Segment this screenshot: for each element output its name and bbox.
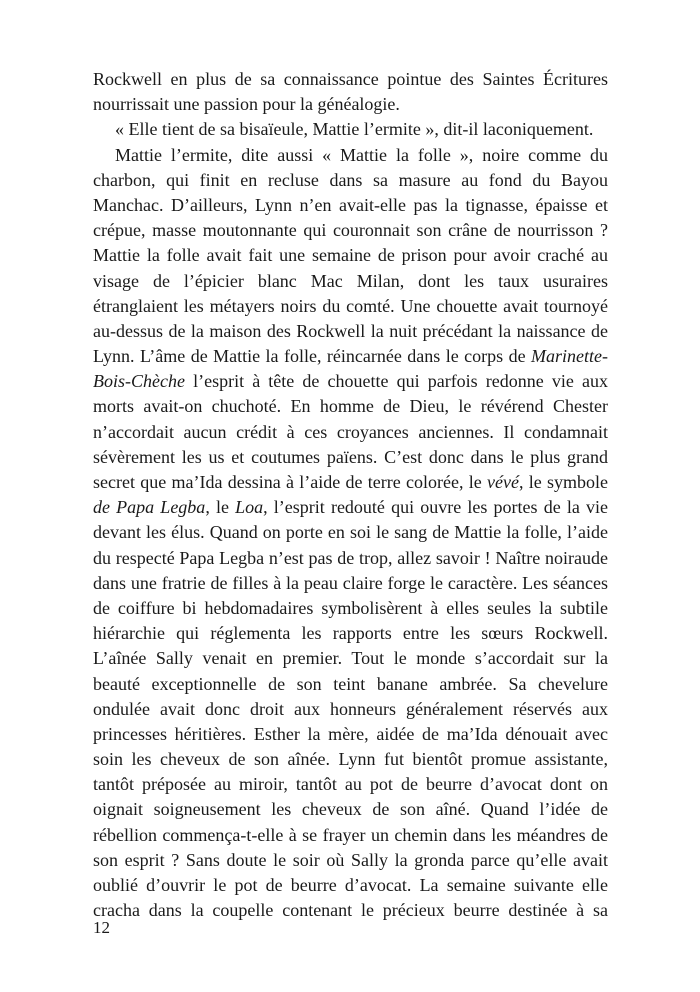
text-line	[93, 243, 608, 268]
text-segment: visage de l’épicier blanc Mac Milan, dont les taux usuraires	[93, 270, 608, 291]
text-segment: Mattie l’ermite, dite aussi « Mattie la folle », noire comme du	[115, 144, 608, 165]
text-line	[93, 571, 608, 596]
italic-text: Marinette-	[531, 346, 608, 367]
text-segment: secret que ma’Ida dessina à l’aide de terre colorée, le	[93, 472, 487, 492]
text-line	[93, 772, 608, 797]
text-segment: au-dessus de la maison des Rockwell la nuit précédant la naissance de	[93, 320, 608, 341]
text-line	[93, 596, 608, 621]
italic-text: Bois-Chèche	[93, 371, 185, 392]
text-segment: étranglaient les métayers noirs du comté. Une chouette avait tournoyé	[93, 295, 608, 316]
text-segment: morts avait-on chuchoté. En homme de Dieu, le révérend Chester	[93, 396, 608, 417]
text-segment: sévèrement les us et coutumes païens. C’est donc dans le plus grand	[93, 446, 608, 467]
text-segment: nourrissait une passion pour la généalogie.	[93, 94, 400, 115]
text-segment: Mattie la folle avait fait une semaine de prison pour avoir craché au	[93, 245, 608, 266]
text-line	[93, 546, 608, 571]
text-line	[93, 747, 608, 772]
text-segment: de coiffure bi hebdomadaires symbolisèrent à elles seules la subtile	[93, 597, 608, 618]
text-line	[93, 193, 608, 218]
text-line	[93, 369, 608, 394]
page-number: 12	[93, 918, 110, 937]
text-line	[93, 420, 608, 445]
text-segment: du respecté Papa Legba n’est pas de trop, allez savoir ! Naître noiraude	[93, 547, 608, 568]
text-line	[93, 697, 608, 722]
text-segment: Manchac. D’ailleurs, Lynn n’en avait-elle pas la tignasse, épaisse et	[93, 194, 608, 215]
text-segment: cracha dans la coupelle contenant le précieux beurre destinée à sa	[93, 900, 608, 921]
italic-text: Loa	[235, 497, 264, 518]
text-segment: dans une fratrie de filles à la peau claire forge le caractère. Les séances	[93, 572, 608, 593]
text-segment: crépue, masse moutonnante qui couronnait son crâne de nourrisson ?	[93, 220, 608, 241]
text-line	[93, 898, 608, 923]
text-segment: devant les élus. Quand on porte en soi le sang de Mattie la folle, l’aide	[93, 522, 608, 543]
text-line	[93, 117, 608, 142]
text-segment: , l’esprit redouté qui ouvre les portes de la vie	[263, 497, 608, 518]
text-segment: oignait soigneusement les cheveux de son aîné. Quand l’idée de	[93, 799, 608, 820]
text-line	[93, 67, 608, 92]
text-line	[93, 722, 608, 747]
text-line	[93, 470, 608, 495]
text-segment: , le	[205, 497, 236, 518]
text-line	[93, 218, 608, 243]
text-segment: tantôt préposée au miroir, tantôt au pot de beurre d’avocat dont on	[93, 774, 608, 795]
text-line	[93, 848, 608, 873]
text-segment: « Elle tient de sa bisaïeule, Mattie l’ermite », dit-il laconiquement.	[115, 119, 594, 140]
text-segment: soin les cheveux de son aînée. Lynn fut bientôt promue assistante,	[93, 749, 608, 770]
text-line	[93, 823, 608, 848]
text-line	[93, 495, 608, 520]
text-line	[93, 294, 608, 319]
text-line	[93, 672, 608, 697]
text-segment: rébellion commença-t-elle à se frayer un chemin dans les méandres de	[93, 824, 608, 845]
text-line	[93, 621, 608, 646]
text-segment: n’accordait aucun crédit à ces croyances anciennes. Il condamnait	[93, 421, 608, 442]
text-line	[93, 646, 608, 671]
text-line	[93, 269, 608, 294]
text-segment: princesses héritières. Esther la mère, aidée de ma’Ida dénouait avec	[93, 723, 608, 744]
text-line	[93, 92, 608, 117]
text-segment: charbon, qui finit en recluse dans sa masure au fond du Bayou	[93, 169, 608, 190]
text-line	[93, 319, 608, 344]
text-segment: , le symbole	[518, 472, 608, 492]
text-segment: l’esprit à tête de chouette qui parfois redonne vie aux	[184, 371, 608, 392]
text-segment: ondulée avait donc droit aux honneurs généralement réservés aux	[93, 698, 608, 719]
text-segment: Lynn. L’âme de Mattie la folle, réincarnée dans le corps de	[93, 346, 532, 367]
text-line	[93, 344, 608, 369]
text-line	[93, 394, 608, 419]
text-line	[93, 520, 608, 545]
text-segment: hiérarchie qui réglementa les rapports entre les sœurs Rockwell.	[93, 623, 608, 644]
text-segment: son esprit ? Sans doute le soir où Sally la gronda parce qu’elle avait	[93, 849, 608, 870]
text-segment: L’aînée Sally venait en premier. Tout le monde s’accordait sur la	[93, 648, 608, 669]
italic-text: vévé	[486, 472, 519, 492]
body-text	[93, 67, 608, 923]
text-line	[93, 143, 608, 168]
text-line	[93, 168, 608, 193]
italic-text: de Papa Legba	[93, 497, 206, 518]
text-segment: oublié d’ouvrir le pot de beurre d’avocat. La semaine suivante elle	[93, 875, 608, 895]
text-segment: Rockwell en plus de sa connaissance pointue des Saintes Écritures	[93, 69, 608, 89]
text-line	[93, 873, 608, 898]
text-segment: beauté exceptionnelle de son teint banane ambrée. Sa chevelure	[93, 673, 608, 694]
text-line	[93, 445, 608, 470]
text-line	[93, 797, 608, 822]
